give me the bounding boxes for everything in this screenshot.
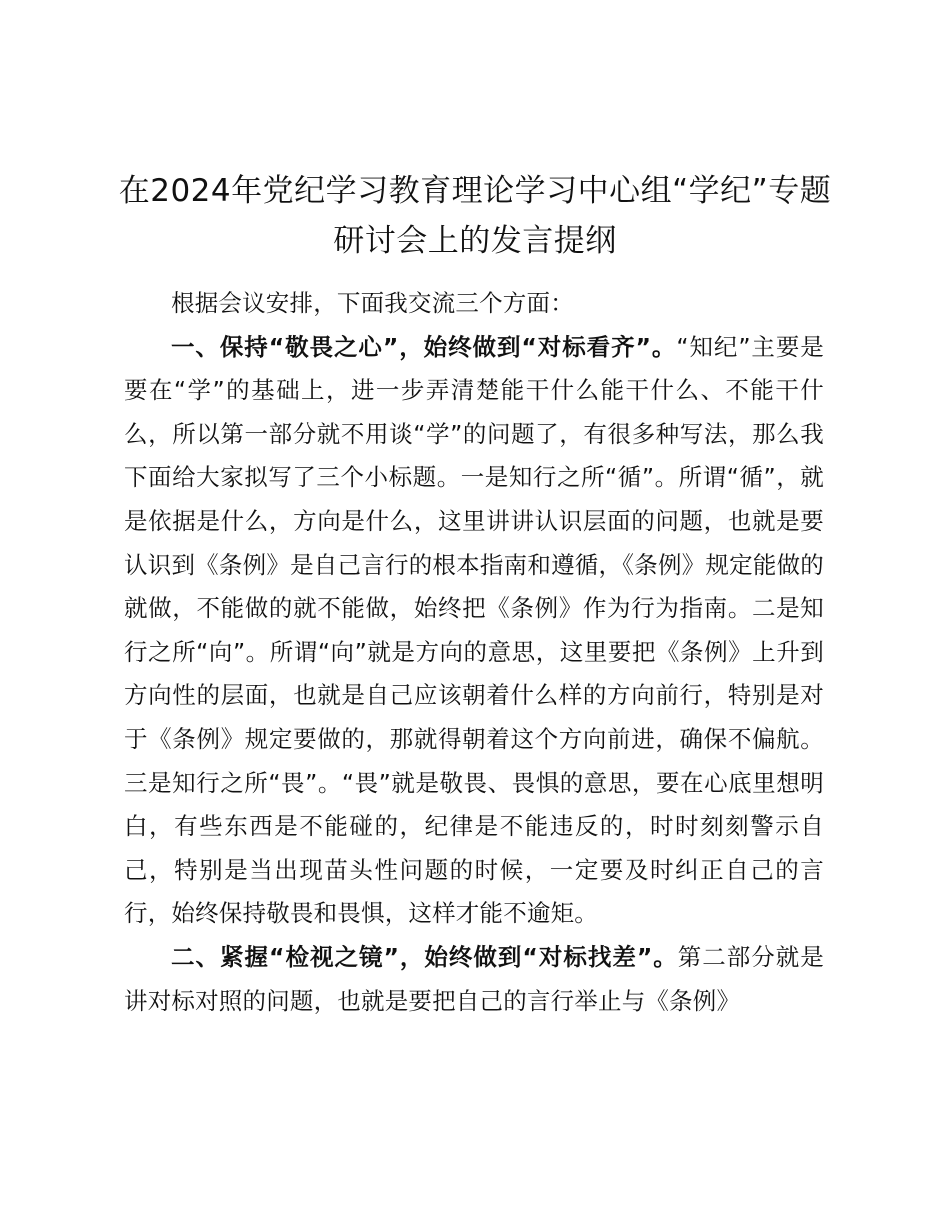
paragraph-intro — [124, 282, 824, 326]
paragraph-section-two — [124, 936, 824, 1023]
section-two-heading: 二、紧握“检视之镜”，始终做到“对标找差”。 — [171, 942, 678, 971]
paragraph-section-one — [124, 326, 824, 936]
document-title: 在2024年党纪学习教育理论学习中心组“学纪”专题研讨会上的发言提纲 — [118, 173, 832, 259]
section-one-heading: 一、保持“敬畏之心”，始终做到“对标看齐”。 — [171, 332, 677, 361]
paragraph-text: 根据会议安排，下面我交流三个方面： — [171, 289, 574, 317]
section-one-text: “知纪”主要是要在“学”的基础上，进一步弄清楚能干什么能干什么、不能干什么，所以第一部分就不用谈“学”的问题了，有很多种写法，那么我下面给大家拟写了三个小标题。一是知行之所“循”。所谓“循”，就是依据是什么，方向是什么，这里讲讲认识层面的问题，也就是要认识到《条例》是自己言行的根本指南和遵循，《条例》规定能做的就做，不能做的就不能做，始终把《条例》作为行为指南。二是知行之所“向”。所谓“向”就是方向的意思，这里要把《条例》上升到方向性的层面，也就是自己应该朝着什么样的方向前行，特别是对于《条例》规定要做的，那就得朝着这个方向前进，确保不偏航。三是知行之所“畏”。“畏”就是敬畏、畏惧的意思，要在心底里想明白，有些东西是不能碰的，纪律是不能违反的，时时刻刻警示自己，特别是当出现苗头性问题的时候，一定要及时纠正自己的言行，始终保持敬畏和畏惧，这样才能不逾矩。 — [124, 332, 824, 928]
section-two-text: 第二部分就是讲对标对照的问题，也就是要把自己的言行举止与《条例》 — [124, 942, 824, 1015]
document-body — [124, 282, 824, 1023]
